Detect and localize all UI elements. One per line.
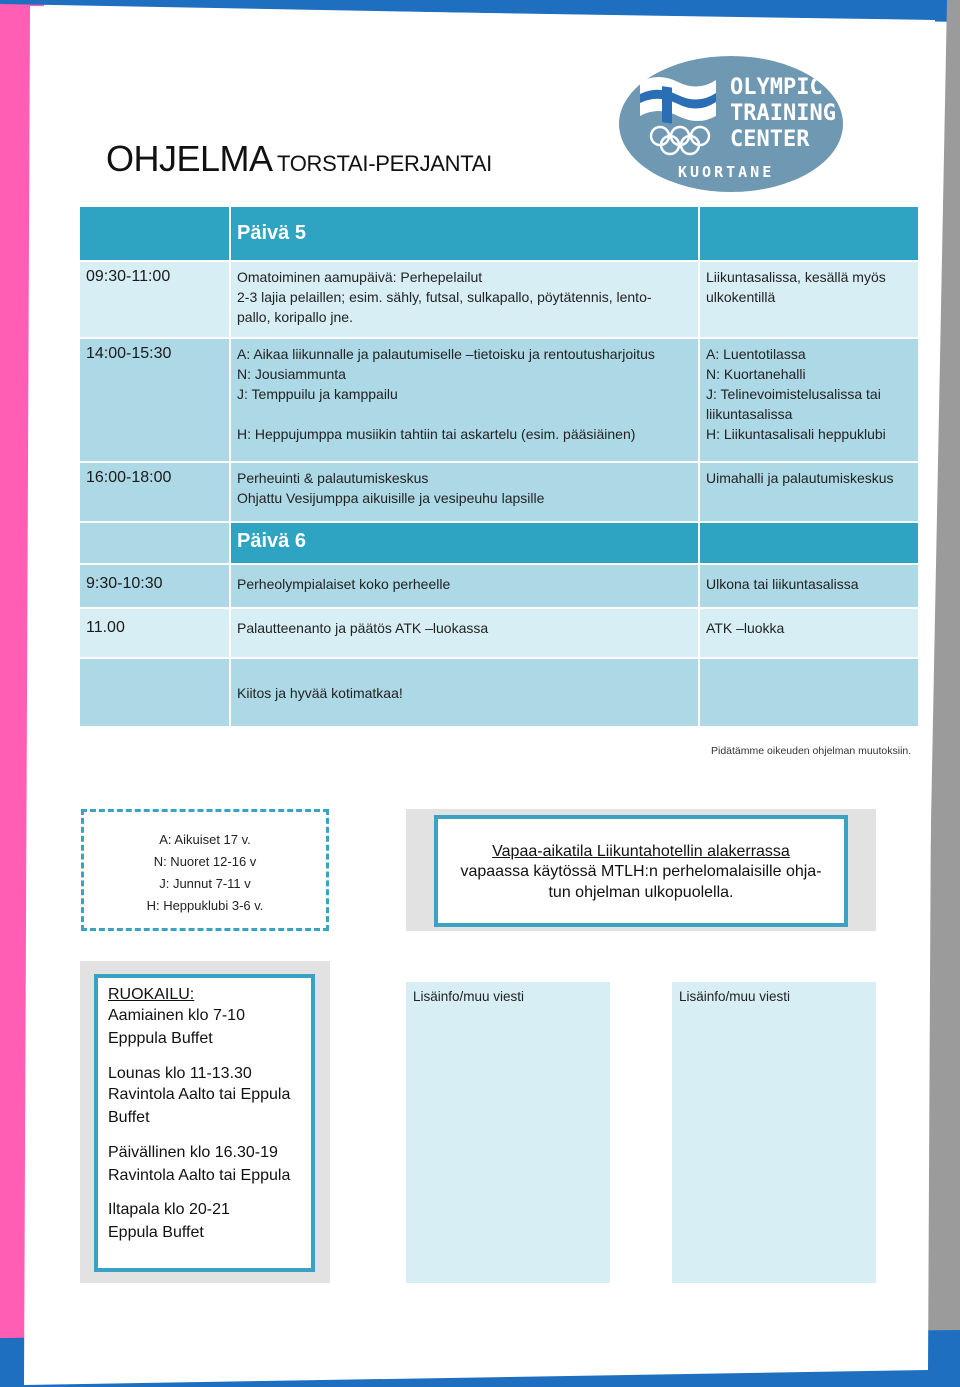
logo-line2: TRAINING (730, 101, 836, 126)
meals-line: Lounas klo 11-13.30 (108, 1065, 252, 1082)
legend-heppuklubi: H: Heppuklubi 3-6 v. (146, 898, 264, 913)
free-time-box (434, 815, 848, 927)
day6-row2-place: ATK –luokka (700, 609, 918, 657)
logo-line1: OLYMPIC (730, 75, 823, 100)
day6-header-right (700, 523, 918, 563)
legend-juniors: J: Junnut 7-11 v (159, 876, 251, 891)
free-time-title: Vapaa-aikatila Liikuntahotellin alakerrassa (492, 843, 790, 860)
day6-header-left (80, 523, 229, 563)
day5-label: Päivä 5 (237, 222, 306, 244)
meals-line: Ravintola Aalto tai Eppula (108, 1086, 291, 1103)
day6-row1-activity: Perheolympialaiset koko perheelle (231, 565, 698, 607)
day5-row2-place: A: Luentotilassa N: Kuortanehalli J: Telinevoimistelusalissa tai liikuntasalissa H: Liikuntasalisali heppuklubi (700, 339, 918, 461)
day6-header (231, 523, 698, 563)
info-box-2 (672, 982, 876, 1283)
day5-row3-activity: Perheuinti & palautumiskeskus Ohjattu Vesijumppa aikuisille ja vesipeuhu lapsille (231, 463, 698, 521)
meals-line: Iltapala klo 20-21 (108, 1201, 230, 1218)
schedule-table (80, 207, 918, 726)
day6-row2-time: 11.00 (80, 609, 229, 657)
meals-heading: RUOKAILU: (108, 986, 195, 1003)
day5-header-right (700, 207, 918, 260)
closing-left (80, 659, 229, 726)
age-group-legend (81, 809, 329, 931)
page-title (106, 138, 492, 180)
day5-row3-time: 16:00-18:00 (80, 463, 229, 521)
legend-youth: N: Nuoret 12-16 v (153, 854, 257, 869)
olympic-training-center-logo (618, 54, 844, 194)
legend-adults: A: Aikuiset 17 v. (159, 832, 251, 847)
title-sub: TORSTAI-PERJANTAI (277, 151, 492, 176)
meals-line: Päivällinen klo 16.30-19 (108, 1144, 278, 1161)
meals-line: Aamiainen klo 7-10 (108, 1007, 245, 1024)
logo-place: KUORTANE (678, 163, 775, 181)
info-box-1-label: Lisäinfo/muu viesti (413, 989, 525, 1004)
day5-header (231, 207, 698, 260)
closing-message (231, 659, 698, 726)
rights-note: Pidätämme oikeuden ohjelman muutoksiin. (711, 745, 912, 757)
meals-line: Epppula Buffet (108, 1030, 213, 1047)
info-box-1 (406, 982, 610, 1283)
day5-row2-activity: A: Aikaa liikunnalle ja palautumiselle –tietoisku ja rentoutusharjoitus N: Jousiammunta J: Temppuilu ja kamppailu H: Heppujumppa musiikin tahtiin tai askartelu (esim. pääsiäinen) (231, 339, 698, 461)
closing-right (700, 659, 918, 726)
day5-row3-place: Uimahalli ja palautumiskeskus (700, 463, 918, 521)
day5-header-left (80, 207, 229, 260)
day5-row1-activity: Omatoiminen aamupäivä: Perhepelailut 2-3 lajia pelaillen; esim. sähly, futsal, sulkapallo, pöytätennis, lento- pallo, koripallo jne. (231, 262, 698, 337)
info-box-2-label: Lisäinfo/muu viesti (679, 989, 791, 1004)
title-main: OHJELMA (106, 138, 273, 179)
day6-row2-activity: Palautteenanto ja päätös ATK –luokassa (231, 609, 698, 657)
day5-row1-place: Liikuntasalissa, kesällä myös ulkokentillä (700, 262, 918, 337)
free-time-body: vapaassa käytössä MTLH:n perhelomalaisille ohja- tun ohjelman ulkopuolella. (460, 863, 822, 901)
day6-row1-place: Ulkona tai liikuntasalissa (700, 565, 918, 607)
logo-line3: CENTER (730, 127, 810, 152)
day5-row1-time: 09:30-11:00 (80, 262, 229, 337)
meals-line: Ravintola Aalto tai Eppula (108, 1167, 291, 1184)
meals-line: Eppula Buffet (108, 1224, 204, 1241)
meals-line: Buffet (108, 1109, 150, 1126)
day5-row2-time: 14:00-15:30 (80, 339, 229, 461)
day6-row1-time: 9:30-10:30 (80, 565, 229, 607)
closing-text: Kiitos ja hyvää kotimatkaa! (237, 685, 403, 701)
meals-box (94, 974, 315, 1272)
day6-label: Päivä 6 (237, 530, 306, 552)
